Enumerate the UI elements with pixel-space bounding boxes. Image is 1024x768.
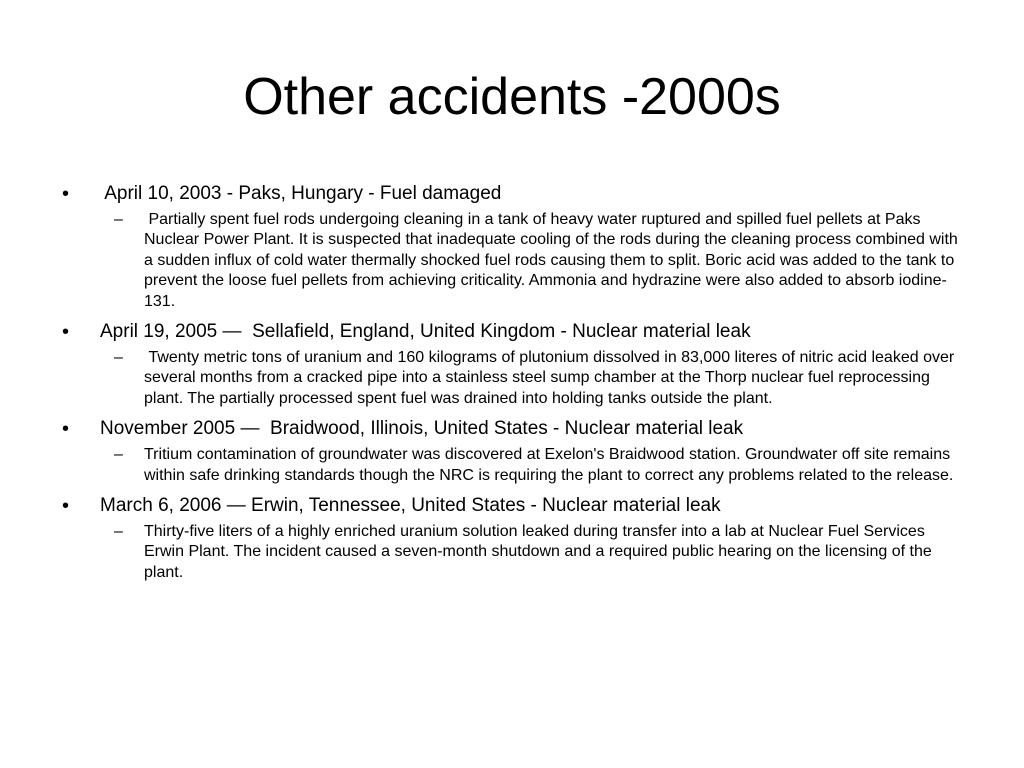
sub-bullet	[100, 522, 968, 583]
bullet-heading: April 10, 2003 - Paks, Hungary - Fuel damaged	[100, 183, 502, 204]
bullet-heading: March 6, 2006 — Erwin, Tennessee, United States - Nuclear material leak	[100, 495, 721, 517]
bullet-list	[58, 180, 968, 589]
sub-bullet	[100, 210, 968, 312]
dash-icon: –	[114, 211, 123, 228]
bullet-item-sellafield	[58, 318, 968, 409]
bullet-item-paks	[58, 180, 968, 312]
bullet-dot-icon: •	[62, 495, 70, 518]
bullet-dot-icon: •	[62, 183, 70, 205]
sub-bullet	[100, 348, 968, 409]
bullet-heading: November 2005 — Braidwood, Illinois, United States - Nuclear material leak	[100, 418, 744, 440]
bullet-item-erwin	[58, 492, 968, 583]
bullet-dot-icon: •	[62, 321, 70, 344]
dash-icon: –	[114, 349, 123, 367]
bullet-dot-icon: •	[62, 418, 70, 441]
bullet-item-braidwood	[58, 415, 968, 486]
sub-bullet	[100, 445, 968, 486]
slide-title: Other accidents -2000s	[243, 68, 781, 126]
bullet-heading: April 19, 2005 — Sellafield, England, United Kingdom - Nuclear material leak	[100, 321, 751, 343]
dash-icon: –	[114, 523, 123, 541]
sub-bullet-text: Thirty-five liters of a highly enriched uranium solution leaked during transfer into a lab at Nuclear Fuel Services Erwin Plant. The incident caused a seven-month shutdown and a required public hearing on the licensing of the plant.	[144, 523, 932, 581]
dash-icon: –	[114, 446, 123, 464]
sub-bullet-text: Tritium contamination of groundwater was discovered at Exelon's Braidwood station. Groundwater off site remains within safe drinking standards though the NRC is requiring the plant to correct any problems related to the release.	[144, 446, 954, 484]
sub-bullet-text: Partially spent fuel rods undergoing cleaning in a tank of heavy water ruptured and spilled fuel pellets at Paks Nuclear Power Plant. It is suspected that inadequate cooling of the rods during the cleaning process combined with a sudden influx of cold water thermally shocked fuel rods causing them to split. Boric acid was added to the tank to prevent the loose fuel pellets from achieving criticality. Ammonia and hydrazine were also added to absorb iodine-131.	[144, 211, 963, 310]
sub-bullet-text: Twenty metric tons of uranium and 160 kilograms of plutonium dissolved in 83,000 literes of nitric acid leaked over several months from a cracked pipe into a stainless steel sump chamber at the Thorp nuclear fuel reprocessing plant. The partially processed spent fuel was drained into holding tanks outside the plant.	[144, 349, 959, 407]
